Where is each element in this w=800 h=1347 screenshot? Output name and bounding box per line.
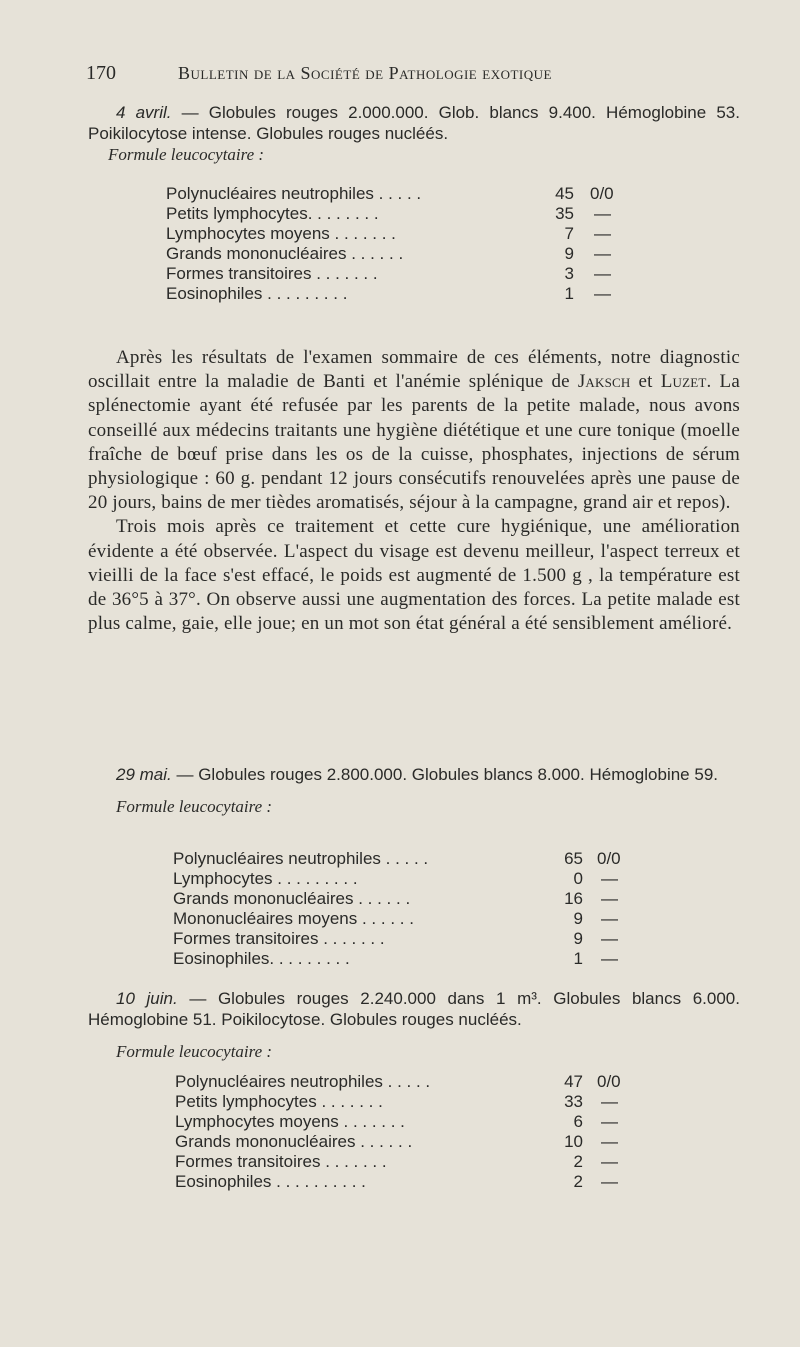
paragraph-diagnosis: Après les résultats de l'examen sommaire de ces éléments, notre diagnostic oscillait entre la maladie de Banti et l'anémie splénique de Jaksch et Luzet. La splénectomie ayant été refusée par les parents de la petite malade, nous avons conseillé aux médecins traitants une hygiène diététique et une cure tonique (moelle fraîche de bœuf prise dans les os de la cuisse, phosphates, injections de sérum physiologique : 60 g. pendant 12 jours consécutifs renouvelées après une pause de 20 jours, bains de mer tièdes aromatisés, séjour à la campagne, grand air et repos). [88, 347, 740, 514]
leucocyte-table-3 [175, 1071, 675, 1191]
table-row: Polynucléaires neutrophiles . . . . . 47 0/0 [175, 1072, 621, 1091]
table-row: Polynucléaires neutrophiles . . . . . 45 0/0 [166, 184, 614, 203]
table-row: Eosinophiles . . . . . . . . . . 2 — [175, 1172, 618, 1191]
entry-date: 4 avril. [116, 103, 172, 122]
leucocyte-table-2 [173, 848, 673, 968]
discussion-text [88, 346, 740, 636]
entry-4-avril [88, 102, 740, 165]
journal-title: Bulletin de la Société de Pathologie exotique [178, 63, 552, 83]
entry-10-juin [88, 988, 740, 1062]
table-row: Grands mononucléaires . . . . . . 16 — [173, 889, 618, 908]
table-row: Polynucléaires neutrophiles . . . . . 65 0/0 [173, 849, 621, 868]
entry-text: — Globules rouges 2.000.000. Glob. blancs 9.400. Hémoglobine 53. Poikilocytose intense. Globules rouges nucléés. [88, 103, 740, 143]
table-row: Eosinophiles . . . . . . . . . 1 — [166, 284, 611, 303]
table-row: Lymphocytes moyens . . . . . . . 6 — [175, 1112, 618, 1131]
table-row: Eosinophiles. . . . . . . . . 1 — [173, 949, 618, 968]
table-row: Grands mononucléaires . . . . . . 9 — [166, 244, 611, 263]
table-row: Grands mononucléaires . . . . . . 10 — [175, 1132, 618, 1151]
table-row: Formes transitoires . . . . . . . 3 — [166, 264, 611, 283]
entry-text: — Globules rouges 2.240.000 dans 1 m³. Globules blancs 6.000. Hémoglobine 51. Poikilocytose. Globules rouges nucléés. [88, 989, 740, 1029]
table-row: Petits lymphocytes . . . . . . . 33 — [175, 1092, 618, 1111]
leucocyte-table-1 [166, 183, 666, 303]
table-row: Petits lymphocytes. . . . . . . . 35 — [166, 204, 611, 223]
author-jaksch: Jaksch [577, 371, 631, 393]
table-row: Lymphocytes moyens . . . . . . . 7 — [166, 224, 611, 243]
table-row: Formes transitoires . . . . . . . 9 — [173, 929, 618, 948]
entry-29-mai [88, 764, 740, 817]
page-number: 170 [86, 62, 116, 84]
table-row: Mononucléaires moyens . . . . . . 9 — [173, 909, 618, 928]
author-luzet: Luzet [660, 371, 707, 393]
table-row: Formes transitoires . . . . . . . 2 — [175, 1152, 618, 1171]
table-row: Lymphocytes . . . . . . . . . 0 — [173, 869, 618, 888]
entry-date: 29 mai. [116, 765, 172, 784]
entry-text: — Globules rouges 2.800.000. Globules blancs 8.000. Hémoglobine 59. [171, 765, 718, 784]
formula-heading: Formule leucocytaire : [108, 145, 265, 164]
entry-date: 10 juin. [116, 989, 178, 1008]
formula-heading: Formule leucocytaire : [116, 797, 273, 816]
paragraph-improvement: Trois mois après ce traitement et cette cure hygiénique, une amélioration évidente a été observée. L'aspect du visage est devenu meilleur, l'aspect terreux et vieilli de la face s'est effacé, le poids est augmenté de 1.500 g , la température est de 36°5 à 37°. On observe aussi une augmentation des forces. La petite malade est plus calme, gaie, elle joue; en un mot son état général a été sensiblement amélioré. [88, 516, 740, 635]
formula-heading: Formule leucocytaire : [116, 1042, 273, 1061]
